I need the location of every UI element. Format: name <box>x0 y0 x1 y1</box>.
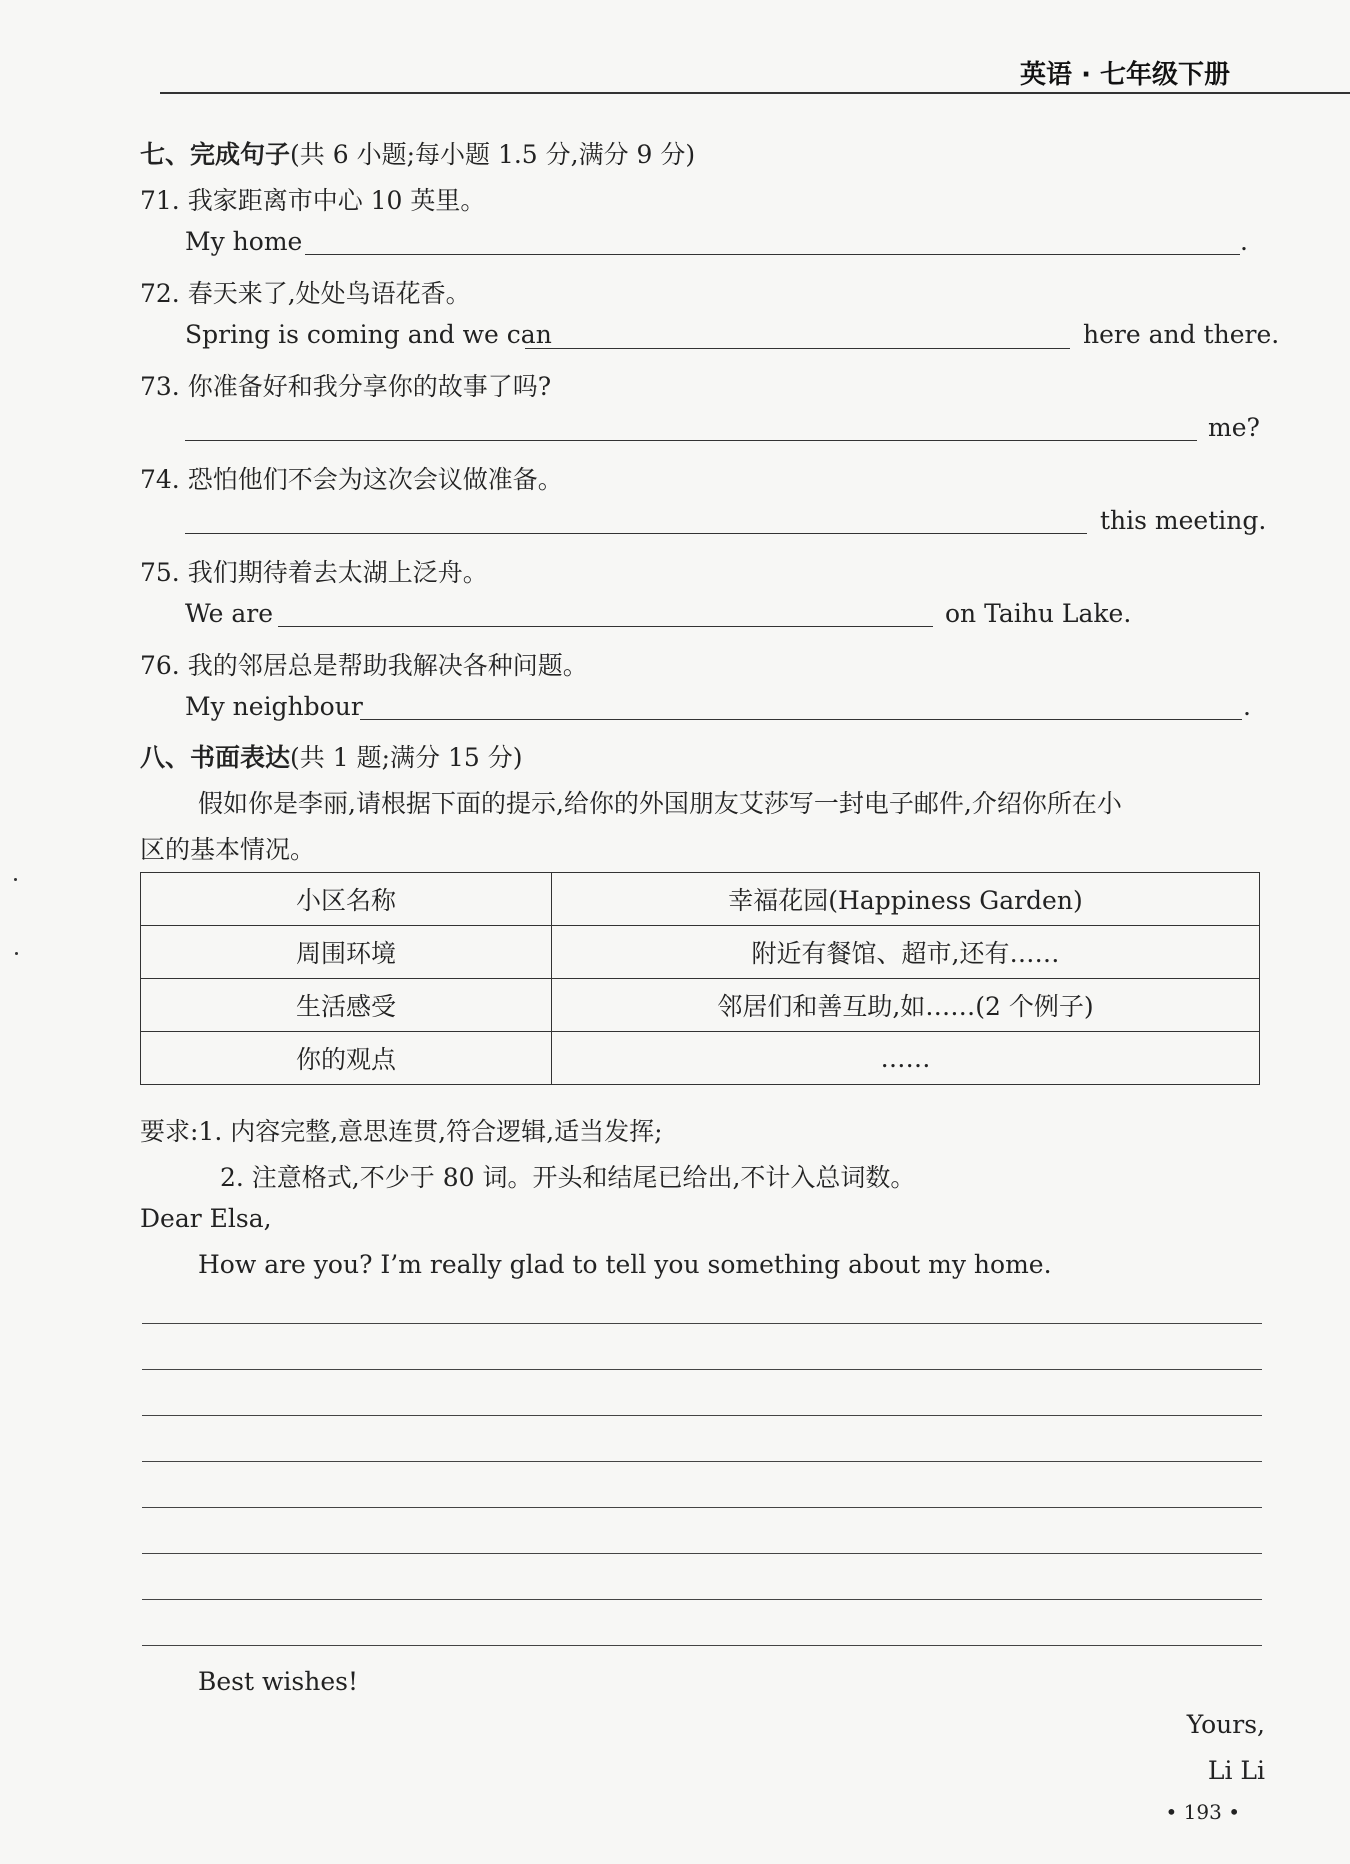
writing-line[interactable] <box>142 1553 1262 1554</box>
section8-title: 八、书面表达 <box>140 743 291 772</box>
section8-intro-line1: 假如你是李丽,请根据下面的提示,给你的外国朋友艾莎写一封电子邮件,介绍你所在小 <box>198 789 1122 818</box>
q74-blank[interactable] <box>185 533 1087 534</box>
q75-pre: We are <box>185 599 274 628</box>
letter-signoff: Yours, <box>1186 1710 1265 1739</box>
q75-prompt: 75. 我们期待着去太湖上泛舟。 <box>140 558 488 587</box>
letter-greeting: Dear Elsa, <box>140 1204 272 1233</box>
q76-pre: My neighbour <box>185 692 363 721</box>
q73-blank[interactable] <box>185 440 1197 441</box>
q72-blank[interactable] <box>525 348 1070 349</box>
q72-pre: Spring is coming and we can <box>185 320 552 349</box>
table-row <box>141 873 1260 926</box>
table-label: 周围环境 <box>141 926 552 979</box>
letter-opening: How are you? I’m really glad to tell you something about my home. <box>198 1250 1052 1279</box>
letter-closing: Best wishes! <box>198 1667 358 1696</box>
table-label: 生活感受 <box>141 979 552 1032</box>
margin-mark <box>14 878 17 881</box>
table-row <box>141 979 1260 1032</box>
q73-prompt: 73. 你准备好和我分享你的故事了吗? <box>140 372 552 401</box>
section8-heading <box>140 738 522 774</box>
section7-subtitle: (共 6 小题;每小题 1.5 分,满分 9 分) <box>290 140 696 169</box>
requirement-1: 要求:1. 内容完整,意思连贯,符合逻辑,适当发挥; <box>140 1117 663 1146</box>
writing-line[interactable] <box>142 1415 1262 1416</box>
q75-post: on Taihu Lake. <box>945 599 1132 628</box>
q74-prompt: 74. 恐怕他们不会为这次会议做准备。 <box>140 465 563 494</box>
table-label: 你的观点 <box>141 1032 552 1085</box>
q72-prompt: 72. 春天来了,处处鸟语花香。 <box>140 279 471 308</box>
table-content: …… <box>552 1032 1260 1085</box>
q71-post: . <box>1240 227 1248 256</box>
writing-line[interactable] <box>142 1645 1262 1646</box>
q76-blank[interactable] <box>360 719 1242 720</box>
writing-line[interactable] <box>142 1323 1262 1324</box>
section8-subtitle: (共 1 题;满分 15 分) <box>290 743 523 772</box>
table-content: 幸福花园(Happiness Garden) <box>552 873 1260 926</box>
page-number: • 193 • <box>1165 1800 1240 1824</box>
table-content: 邻居们和善互助,如……(2 个例子) <box>552 979 1260 1032</box>
table-row <box>141 926 1260 979</box>
table-label: 小区名称 <box>141 873 552 926</box>
section8-intro-line2: 区的基本情况。 <box>140 835 316 864</box>
header-title: 英语 · 七年级下册 <box>1020 60 1230 90</box>
q71-prompt: 71. 我家距离市中心 10 英里。 <box>140 186 486 215</box>
requirement-2: 2. 注意格式,不少于 80 词。开头和结尾已给出,不计入总词数。 <box>220 1163 916 1192</box>
table-content: 附近有餐馆、超市,还有…… <box>552 926 1260 979</box>
header-rule <box>160 92 1350 94</box>
section7-title: 七、完成句子 <box>140 140 291 169</box>
q71-blank[interactable] <box>305 254 1240 255</box>
q71-pre: My home <box>185 227 303 256</box>
writing-line[interactable] <box>142 1461 1262 1462</box>
q75-blank[interactable] <box>278 626 933 627</box>
letter-signature: Li Li <box>1207 1756 1265 1785</box>
writing-line[interactable] <box>142 1599 1262 1600</box>
margin-mark <box>15 952 18 955</box>
community-info-table <box>140 872 1260 1085</box>
writing-line[interactable] <box>142 1507 1262 1508</box>
writing-line[interactable] <box>142 1369 1262 1370</box>
section7-heading <box>140 135 695 171</box>
q73-post: me? <box>1208 413 1260 442</box>
q76-post: . <box>1243 692 1251 721</box>
q74-post: this meeting. <box>1100 506 1267 535</box>
table-row <box>141 1032 1260 1085</box>
q72-post: here and there. <box>1083 320 1280 349</box>
q76-prompt: 76. 我的邻居总是帮助我解决各种问题。 <box>140 651 588 680</box>
